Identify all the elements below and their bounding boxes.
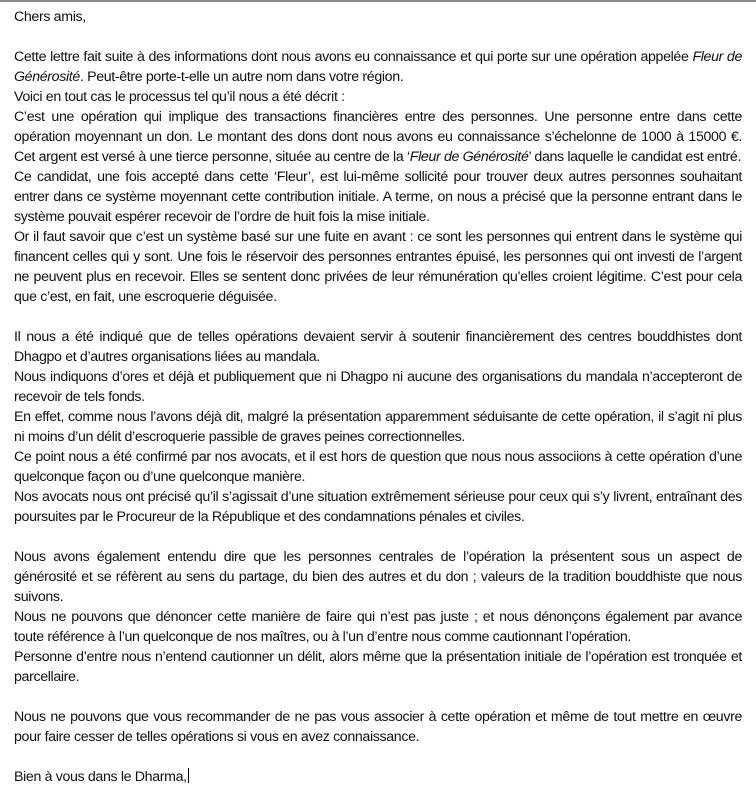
operation-name: Fleur de Générosité: [14, 49, 743, 85]
closing-text: Bien à vous dans le Dharma,: [14, 769, 187, 785]
operation-name: Fleur de Générosité: [409, 149, 529, 165]
paragraph: Nous ne pouvons que vous recommander de ne pas vous associer à cette opération et même de tout mettre en œuvre pour faire cesser de telles opérations si vous en avez connaissance.: [14, 709, 742, 745]
paragraph: Personne d’entre nous n’entend cautionner un délit, alors même que la présentation initiale de l’opération est tronquée et parcellaire.: [14, 649, 742, 685]
paragraph: Il nous a été indiqué que de telles opérations devaient servir à soutenir financièrement des centres bouddhistes dont Dhagpo et d’autres organisations liées au mandala.: [14, 329, 742, 365]
paragraph: Ce point nous a été confirmé par nos avocats, et il est hors de question que nous nous associions à cette opération d’une quelconque façon ou d’une quelconque manière.: [14, 449, 742, 485]
blank-line: [14, 307, 742, 327]
paragraph: Or il faut savoir que c’est un système basé sur une fuite en avant : ce sont les personnes qui entrent dans le système qui financent celles qui y sont. Une fois le réservoir des personnes entrantes épuisé, les personnes qui ont investi de l’argent ne peuvent plus en recevoir. Elles se sentent donc privées de leur rémunération qu’elles croient légitime. C’est pour cela que c’est, en fait, une escroquerie déguisée.: [14, 229, 742, 305]
text-run: ’ dans laquelle le candidat est entré.: [528, 149, 742, 165]
paragraph: Voici en tout cas le processus tel qu’il nous a été décrit :: [14, 89, 345, 105]
text-run: . Peut-être porte-t-elle un autre nom dans votre région.: [79, 69, 404, 85]
paragraph: [14, 47, 742, 87]
window-top-border: [0, 0, 756, 2]
paragraph: Nous ne pouvons que dénoncer cette manière de faire qui n’est pas juste ; et nous dénonçons également par avance toute référence à l’un quelconque de nos maîtres, ou à l’un d’entre nous comme cautionnant l’opération.: [14, 609, 742, 645]
blank-line: [14, 687, 742, 707]
blank-line: [14, 27, 742, 47]
text-run: Cette lettre fait suite à des informations dont nous avons eu connaissance et qui porte sur une opération appelée: [14, 49, 693, 65]
paragraph: Nos avocats nous ont précisé qu’il s’agissait d’une situation extrêmement sérieuse pour ceux qui s’y livrent, entraînant des poursuites par le Procureur de la République et des condamnations pénales et civiles.: [14, 489, 742, 525]
paragraph: [14, 107, 742, 167]
paragraph: Ce candidat, une fois accepté dans cette ‘Fleur’, est lui-même sollicité pour trouver deux autres personnes souhaitant entrer dans ce système moyennant cette contribution initiale. A terme, on nous a précisé que la personne entrant dans le système pouvait espérer recevoir de l’ordre de huit fois la mise initiale.: [14, 169, 742, 225]
closing-line: [14, 767, 742, 787]
blank-line: [14, 747, 742, 767]
paragraph: En effet, comme nous l’avons déjà dit, malgré la présentation apparemment séduisante de cette opération, il s’agit ni plus ni moins d’un délit d’escroquerie passible de graves peines correctionnelles.: [14, 409, 742, 445]
paragraph: Nous avons également entendu dire que les personnes centrales de l’opération la présentent sous un aspect de générosité et se réfèrent au sens du partage, du bien des autres et du don ; valeurs de la tradition bouddhiste que nous suivons.: [14, 549, 742, 605]
text-cursor: [188, 768, 189, 783]
salutation: Chers amis,: [14, 9, 86, 25]
paragraph: Nous indiquons d’ores et déjà et publiquement que ni Dhagpo ni aucune des organisations du mandala n’accepteront de recevoir de tels fonds.: [14, 369, 742, 405]
text-run: C’est une opération qui implique des transactions financières entre des personnes. Une personne entre dans cette opération moyennant un don. Le montant des dons dont nous avons eu connaissance s’échelonne de 1000 à 15000 €. Cet argent est versé à une tierce personne, située au centre de la ‘: [14, 109, 742, 165]
blank-line: [14, 527, 742, 547]
document-body[interactable]: [14, 7, 742, 787]
